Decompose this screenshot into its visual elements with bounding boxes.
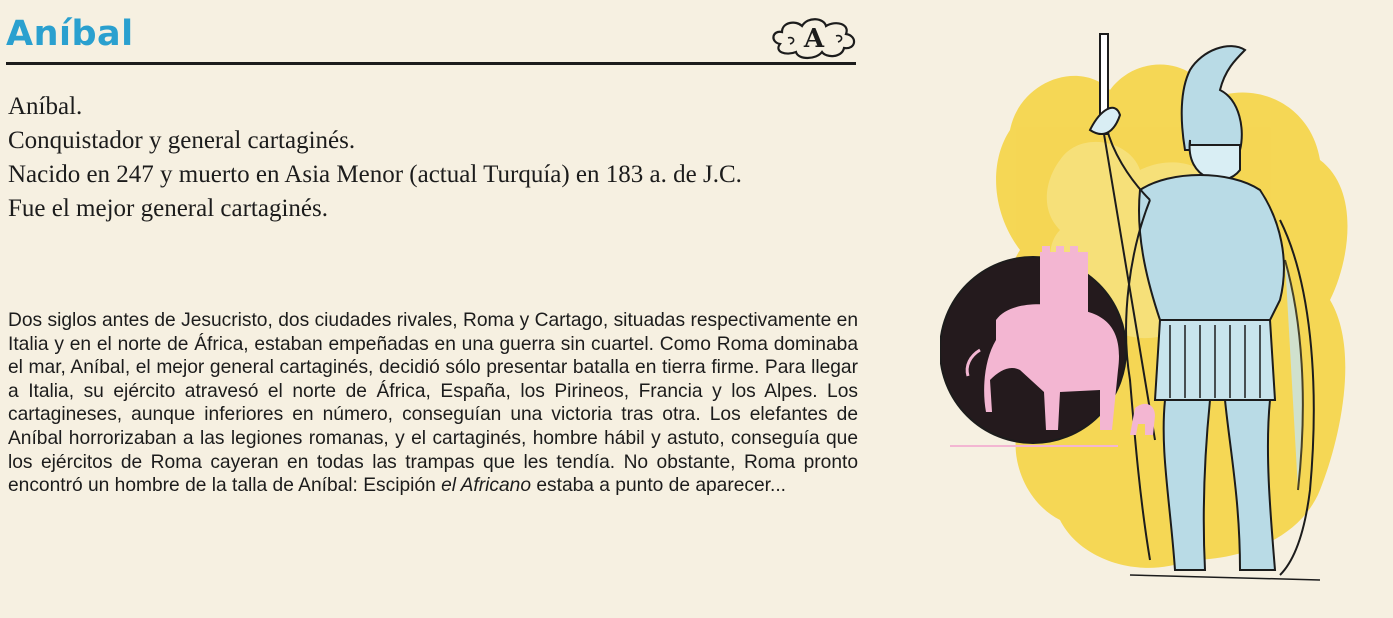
intro-name: Aníbal. <box>8 93 83 120</box>
badge-letter: A <box>803 24 825 54</box>
intro-role: Conquistador y general cartaginés. <box>8 127 356 154</box>
intro-block <box>8 90 858 226</box>
body-text-main: Dos siglos antes de Jesucristo, dos ciudades rivales, Roma y Cartago, situadas respectivamente en Italia y en el norte de África, estaban empeñadas en una guerra sin cuartel. Como Roma dominaba el mar, Aníbal, el mejor general cartaginés, decidió sólo presentar batalla en tierra firme. Para llegar a Italia, su ejército atravesó el norte de África, España, los Pirineos, Francia y los Alpes. Los cartagineses, aunque inferiores en número, conseguían una victoria tras otra. Los elefantes de Aníbal horrorizaban a las legiones romanas, y el cartaginés, hombre hábil y astuto, conseguía que los ejércitos de Roma cayeran en todas las trampas que les tendía. No obstante, Roma pronto encontró un hombre de la talla de Aníbal: Escipión <box>8 310 858 497</box>
hannibal-illustration <box>940 20 1380 600</box>
body-text-italic: el Africano <box>441 475 532 497</box>
intro-summary: Fue el mejor general cartaginés. <box>8 195 328 222</box>
title-rule <box>6 62 856 65</box>
body-text-end: estaba a punto de aparecer... <box>531 475 786 497</box>
page-title: Aníbal <box>6 14 134 54</box>
body-paragraph <box>8 309 858 498</box>
letter-a-cloud-icon <box>766 14 862 62</box>
intro-birth-death: Nacido en 247 y muerto en Asia Menor (actual Turquía) en 183 a. de J.C. <box>8 161 742 188</box>
